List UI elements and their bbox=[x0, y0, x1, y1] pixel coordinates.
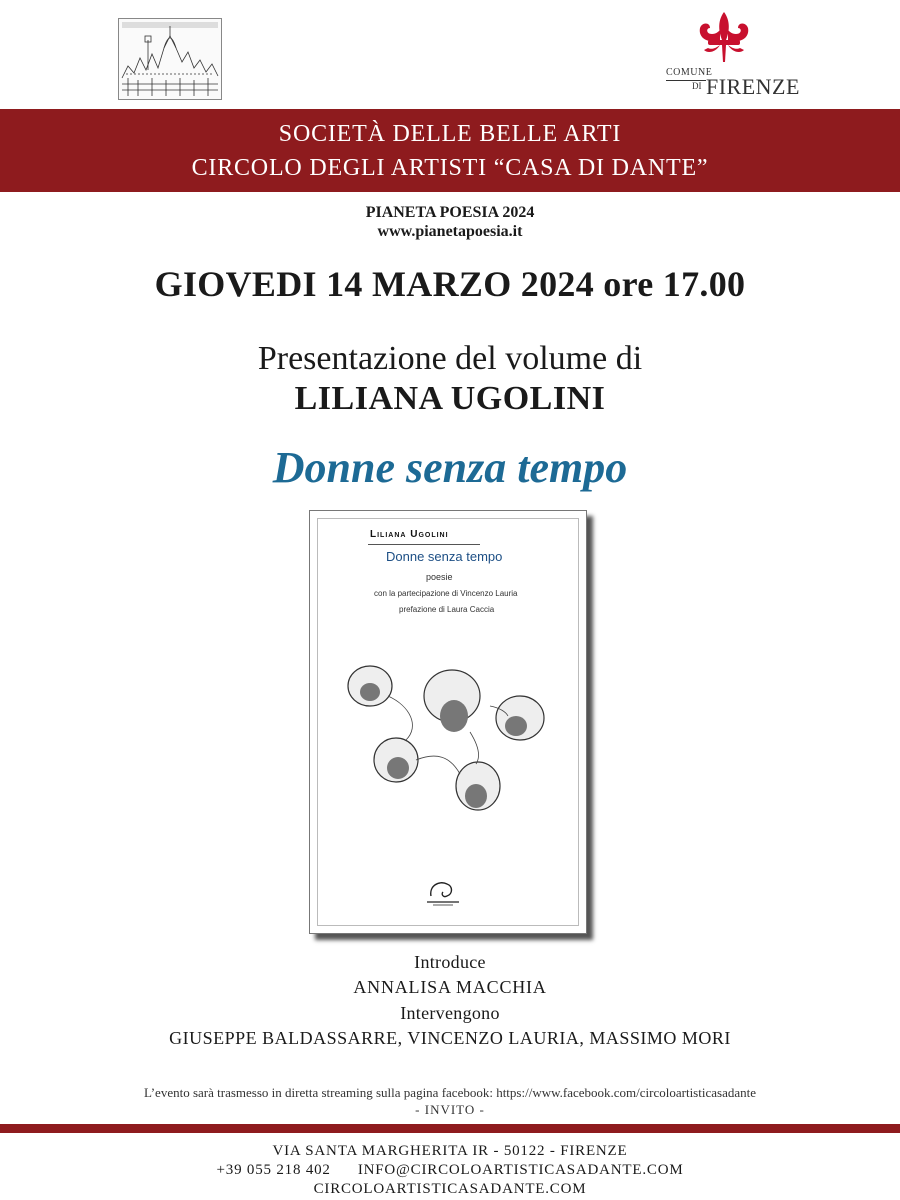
cover-genre: poesie bbox=[426, 572, 453, 582]
di-label: DI bbox=[692, 81, 702, 91]
footer-phone[interactable]: +39 055 218 402 bbox=[216, 1162, 331, 1178]
cover-preface: prefazione di Laura Caccia bbox=[399, 605, 495, 614]
florence-skyline-logo bbox=[118, 18, 222, 100]
footer-email[interactable]: INFO@CIRCOLOARTISTICASADANTE.COM bbox=[357, 1162, 684, 1178]
banner-line-2: CIRCOLO DEGLI ARTISTI “CASA DI DANTE” bbox=[191, 155, 709, 181]
guest-speakers: GIUSEPPE BALDASSARRE, VINCENZO LAURIA, MASSIMO MORI bbox=[169, 1028, 731, 1048]
firenze-label: FIRENZE bbox=[706, 74, 800, 99]
comune-label: COMUNE bbox=[666, 67, 713, 78]
event-website[interactable]: www.pianetapoesia.it bbox=[377, 223, 523, 240]
cover-participation: con la partecipazione di Vincenzo Lauria bbox=[374, 589, 518, 598]
intro-label: Introduce bbox=[414, 952, 486, 972]
invito-label: - INVITO - bbox=[415, 1102, 485, 1117]
publisher-emblem-icon bbox=[423, 876, 463, 908]
florentine-lily-icon bbox=[662, 10, 778, 66]
author-name: LILIANA UGOLINI bbox=[294, 380, 606, 417]
cover-author: Liliana Ugolini bbox=[370, 529, 449, 540]
footer-divider bbox=[0, 1124, 900, 1133]
event-date: GIOVEDI 14 MARZO 2024 ore 17.00 bbox=[154, 264, 746, 304]
intro-speaker: ANNALISA MACCHIA bbox=[353, 977, 547, 997]
footer-contacts bbox=[0, 1161, 900, 1179]
streaming-note: L’evento sarà trasmesso in diretta streaming sulla pagina facebook: https://www.facebook.com/circoloartisticasadante bbox=[143, 1085, 756, 1100]
book-cover bbox=[309, 510, 587, 934]
header-banner bbox=[0, 109, 900, 192]
comune-di-firenze-logo bbox=[662, 10, 800, 102]
footer-site[interactable]: CIRCOLOARTISTICASADANTE.COM bbox=[313, 1181, 587, 1197]
cover-rule bbox=[368, 544, 480, 545]
cover-faces-illustration bbox=[340, 656, 550, 836]
banner-line-1: SOCIETÀ DELLE BELLE ARTI bbox=[278, 121, 622, 147]
event-series: PIANETA POESIA 2024 bbox=[365, 204, 535, 221]
book-title: Donne senza tempo bbox=[272, 443, 628, 492]
guests-label: Intervengono bbox=[400, 1003, 500, 1023]
presentation-heading: Presentazione del volume di bbox=[257, 340, 643, 377]
cover-title: Donne senza tempo bbox=[386, 549, 503, 564]
footer-address: VIA SANTA MARGHERITA IR - 50122 - FIRENZE bbox=[272, 1143, 628, 1159]
